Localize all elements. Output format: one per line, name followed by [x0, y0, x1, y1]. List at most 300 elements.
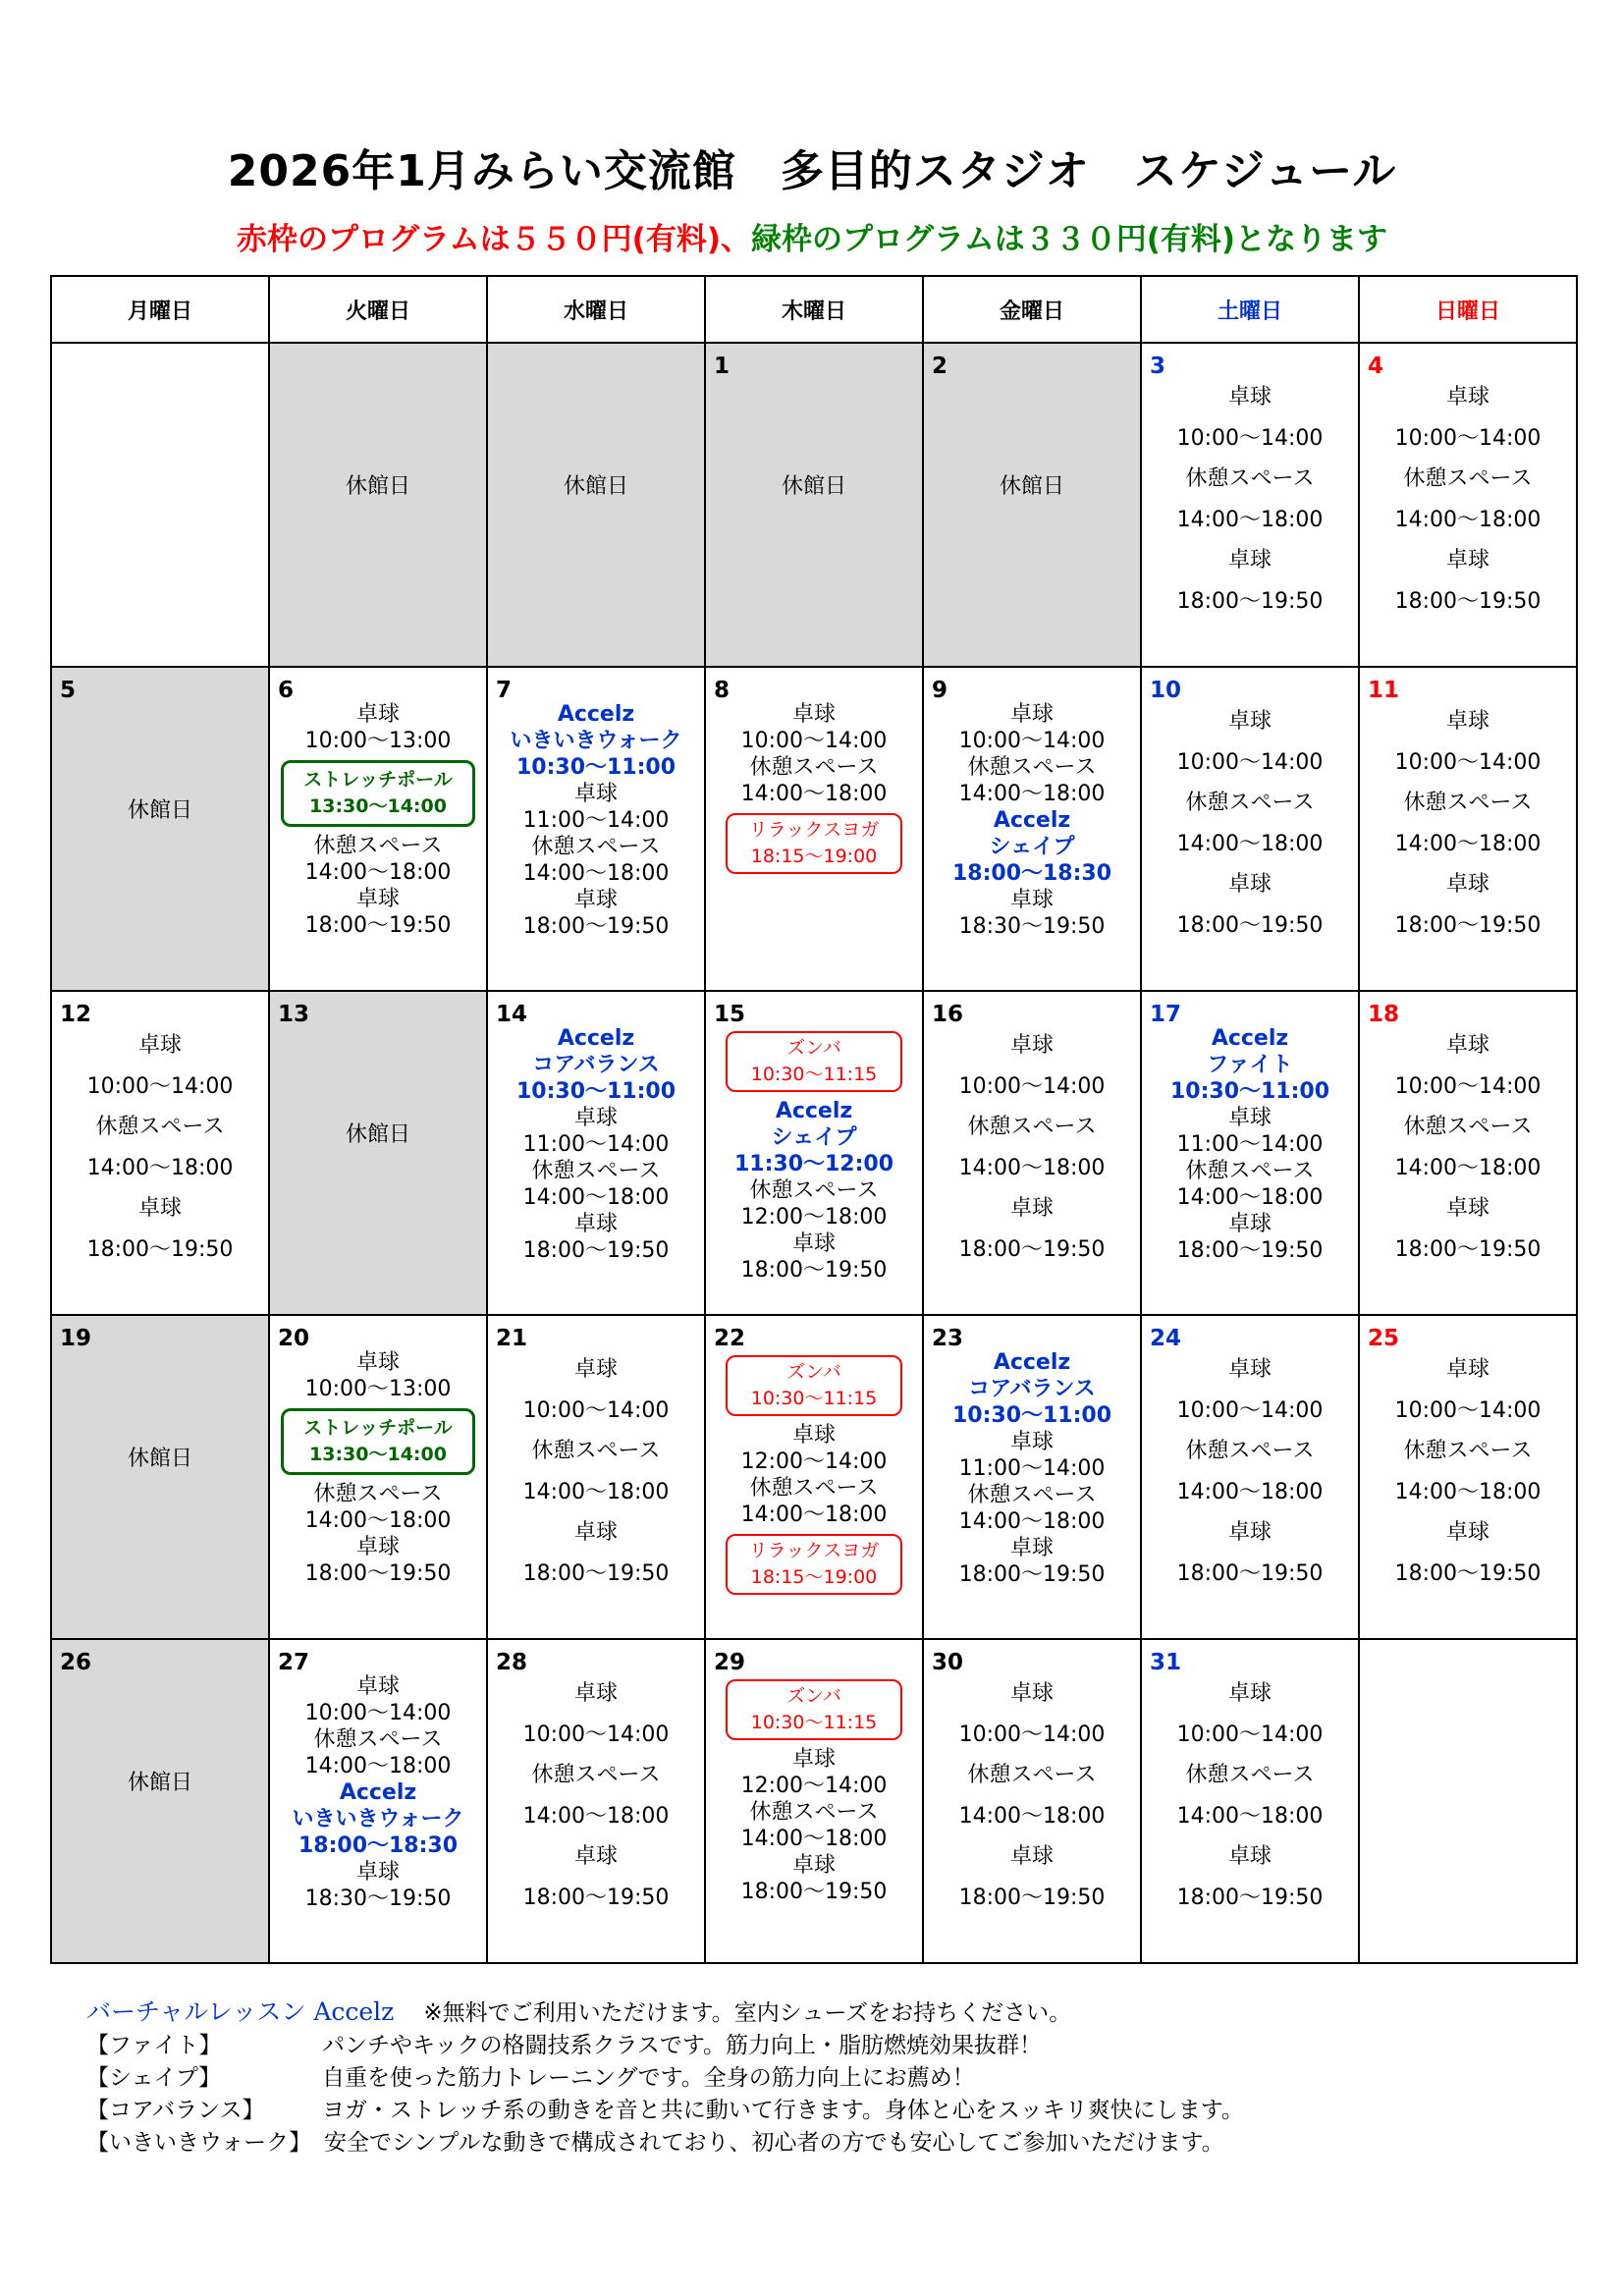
- weekday-header-sun: 日曜日: [1359, 276, 1577, 343]
- schedule-line: 14:00～18:00: [304, 1508, 452, 1533]
- schedule-line: 休憩スペース: [1185, 466, 1315, 491]
- day-number: 4: [1368, 354, 1384, 379]
- schedule-line: 休憩スペース: [1185, 1439, 1315, 1463]
- day-cell: [1141, 1639, 1359, 1963]
- schedule-line: 18:00～19:50: [958, 1562, 1106, 1587]
- day-cell: [1359, 1639, 1577, 1963]
- schedule-line: 休憩スペース: [95, 1115, 225, 1139]
- day-number: 30: [932, 1650, 964, 1675]
- program-time: 10:30～11:15: [750, 1064, 878, 1085]
- weekday-header-thu: 木曜日: [705, 276, 923, 343]
- schedule-line: 休憩スペース: [313, 834, 443, 858]
- accelz-notes: [86, 1995, 1244, 2159]
- schedule-line: 14:00～18:00: [958, 1155, 1106, 1180]
- note-item: [86, 2095, 1244, 2127]
- schedule-line: 卓球: [1445, 548, 1489, 573]
- schedule-line: 14:00～18:00: [1176, 507, 1324, 532]
- schedule-line: 14:00～18:00: [304, 1754, 452, 1778]
- schedule-line: 卓球: [1227, 1357, 1272, 1382]
- schedule-line: 卓球: [1227, 709, 1272, 734]
- note-label: 【シェイプ】: [86, 2065, 222, 2091]
- accelz-program-line: 10:30～11:00: [515, 755, 677, 780]
- day-cell: [923, 1315, 1141, 1639]
- program-time: 13:30～14:00: [309, 795, 447, 817]
- schedule-line: 14:00～18:00: [1176, 1803, 1324, 1829]
- schedule-line: 休憩スペース: [1403, 791, 1533, 815]
- schedule-line: 11:00～14:00: [958, 1456, 1106, 1481]
- schedule-line: 休憩スペース: [1403, 1439, 1533, 1463]
- day-number: 2: [932, 354, 948, 379]
- day-cell: [269, 1639, 487, 1963]
- schedule-line: 18:30～19:50: [304, 1886, 452, 1911]
- program-name: ズンバ: [786, 1685, 841, 1707]
- schedule-line: 卓球: [573, 1844, 618, 1869]
- schedule-line: 10:00～14:00: [86, 1073, 234, 1099]
- day-cell: [269, 991, 487, 1315]
- day-schedule: [270, 701, 486, 939]
- day-cell: [1359, 667, 1577, 991]
- schedule-line: 卓球: [1445, 385, 1489, 410]
- schedule-line: 休憩スペース: [531, 835, 661, 859]
- day-cell: [923, 991, 1141, 1315]
- schedule-line: 休憩スペース: [1185, 1159, 1315, 1183]
- schedule-line: 卓球: [791, 702, 836, 727]
- day-cell: [51, 1639, 269, 1963]
- day-cell: [923, 667, 1141, 991]
- schedule-line: 18:30～19:50: [958, 914, 1106, 939]
- schedule-line: 18:00～19:50: [1176, 1885, 1324, 1910]
- schedule-line: 14:00～18:00: [958, 1509, 1106, 1534]
- program-name: ズンバ: [786, 1037, 841, 1059]
- schedule-line: 卓球: [137, 1033, 182, 1058]
- week-row: [51, 343, 1577, 667]
- day-cell: [923, 343, 1141, 667]
- schedule-line: 10:00～14:00: [1394, 749, 1542, 775]
- schedule-line: 休憩スペース: [531, 1439, 661, 1463]
- pricing-note: [0, 214, 1624, 258]
- program-name: ズンバ: [786, 1361, 841, 1383]
- schedule-line: 卓球: [355, 1674, 400, 1699]
- day-cell: [487, 1639, 705, 1963]
- day-schedule: [270, 1673, 486, 1912]
- day-cell: [51, 343, 269, 667]
- calendar-body: [51, 343, 1577, 1963]
- day-number: 1: [714, 354, 731, 379]
- schedule-line: 14:00～18:00: [86, 1155, 234, 1180]
- schedule-line: 18:00～19:50: [522, 1560, 670, 1586]
- day-number: 22: [714, 1326, 746, 1351]
- schedule-line: 18:00～19:50: [1394, 1560, 1542, 1586]
- schedule-line: 18:00～19:50: [1394, 1236, 1542, 1262]
- accelz-program-line: Accelz: [339, 1780, 417, 1805]
- schedule-line: 休憩スペース: [749, 1476, 879, 1501]
- schedule-line: 18:00～19:50: [522, 914, 670, 939]
- schedule-line: 卓球: [1445, 1520, 1489, 1545]
- day-number: 31: [1150, 1650, 1182, 1675]
- schedule-line: 11:00～14:00: [1176, 1132, 1324, 1157]
- schedule-line: 14:00～18:00: [304, 860, 452, 885]
- day-number: 5: [60, 678, 77, 703]
- schedule-line: 卓球: [1227, 1212, 1272, 1236]
- schedule-line: 10:00～14:00: [1176, 425, 1324, 451]
- week-row: [51, 1639, 1577, 1963]
- note-text: 安全でシンプルな動きで構成されており、初心者の方でも安心してご参加いただけます。: [324, 2130, 1224, 2156]
- schedule-line: 卓球: [573, 1212, 618, 1236]
- note-text: パンチやキックの格闘技系クラスです。筋力向上・脂肪燃焼効果抜群！: [322, 2033, 1043, 2058]
- schedule-line: 10:00～14:00: [1394, 1397, 1542, 1423]
- closed-day-label: 休館日: [127, 798, 192, 823]
- day-number: 26: [60, 1650, 92, 1675]
- schedule-line: 14:00～18:00: [958, 782, 1106, 806]
- schedule-line: 10:00～14:00: [304, 1701, 452, 1725]
- accelz-program-line: Accelz: [1211, 1026, 1289, 1051]
- accelz-program-line: Accelz: [557, 702, 635, 727]
- schedule-line: 10:00～14:00: [958, 729, 1106, 753]
- day-number: 6: [278, 678, 295, 703]
- day-schedule: [270, 1349, 486, 1587]
- schedule-line: 卓球: [1227, 1520, 1272, 1545]
- closed-day-label: 休館日: [127, 1771, 192, 1795]
- day-cell: [705, 991, 923, 1315]
- schedule-line: 10:00～14:00: [522, 1722, 670, 1747]
- program-name: リラックスヨガ: [748, 819, 880, 841]
- note-item: [86, 2127, 1244, 2159]
- schedule-line: 卓球: [1009, 702, 1054, 727]
- program-name: ストレッチポール: [303, 769, 453, 791]
- schedule-line: 休憩スペース: [1403, 466, 1533, 491]
- day-schedule: [706, 1349, 922, 1601]
- day-schedule: [488, 1025, 704, 1264]
- day-cell: [923, 1639, 1141, 1963]
- schedule-line: 10:00～14:00: [1176, 749, 1324, 775]
- program-time: 18:15～19:00: [750, 1566, 878, 1588]
- schedule-line: 14:00～18:00: [740, 782, 888, 806]
- schedule-line: 卓球: [791, 1747, 836, 1772]
- schedule-line: 14:00～18:00: [740, 1503, 888, 1527]
- schedule-line: 14:00～18:00: [522, 1185, 670, 1210]
- schedule-line: 休憩スペース: [313, 1482, 443, 1506]
- accelz-program-line: シェイプ: [771, 1125, 857, 1150]
- schedule-line: 休憩スペース: [531, 1763, 661, 1787]
- schedule-line: 休憩スペース: [967, 1115, 1097, 1139]
- schedule-line: 14:00～18:00: [1394, 831, 1542, 856]
- page-title: 2026年1月みらい交流館 多目的スタジオ スケジュール: [227, 146, 1397, 196]
- day-schedule: [706, 1673, 922, 1905]
- day-number: 20: [278, 1326, 310, 1351]
- green-frame-price-note: 緑枠のプログラムは３３０円(有料): [751, 222, 1236, 257]
- schedule-line: 卓球: [1227, 1106, 1272, 1130]
- day-schedule: [488, 701, 704, 940]
- accelz-program-line: 10:30～11:00: [951, 1403, 1112, 1428]
- schedule-line: 休憩スペース: [531, 1159, 661, 1183]
- note-item: [86, 2062, 1244, 2095]
- day-cell: [1359, 343, 1577, 667]
- schedule-line: 18:00～19:50: [86, 1236, 234, 1262]
- schedule-line: 18:00～19:50: [1394, 912, 1542, 938]
- price-note-tail: となります: [1235, 222, 1388, 257]
- day-cell: [1359, 1315, 1577, 1639]
- closed-day-label: 休館日: [999, 474, 1064, 499]
- day-schedule: [706, 701, 922, 880]
- schedule-line: 12:00～14:00: [740, 1774, 888, 1798]
- note-item: [86, 2030, 1244, 2062]
- day-number: 12: [60, 1002, 92, 1027]
- schedule-line: 卓球: [1009, 1196, 1054, 1221]
- schedule-line: 卓球: [1227, 385, 1272, 410]
- day-cell: [487, 991, 705, 1315]
- day-schedule: [488, 1349, 704, 1594]
- schedule-line: 卓球: [573, 1106, 618, 1130]
- schedule-line: 18:00～19:50: [740, 1880, 888, 1904]
- schedule-line: 18:00～19:50: [740, 1258, 888, 1283]
- day-cell: [1141, 1315, 1359, 1639]
- schedule-line: 10:00～14:00: [1176, 1722, 1324, 1747]
- paid-program-550: [726, 1679, 902, 1740]
- note-text: 自重を使った筋力トレーニングです。全身の筋力向上にお薦め！: [322, 2065, 975, 2091]
- day-schedule: [488, 1673, 704, 1918]
- day-number: 15: [714, 1002, 746, 1027]
- day-number: 25: [1368, 1326, 1400, 1351]
- day-cell: [705, 667, 923, 991]
- day-number: 27: [278, 1650, 310, 1675]
- note-label: 【ファイト】: [86, 2033, 222, 2058]
- schedule-line: 休憩スペース: [313, 1727, 443, 1752]
- accelz-program-line: 18:00～18:30: [298, 1833, 459, 1858]
- weekday-header-fri: 金曜日: [923, 276, 1141, 343]
- schedule-line: 休憩スペース: [1185, 1763, 1315, 1787]
- accelz-program-line: コアバランス: [968, 1377, 1096, 1401]
- schedule-line: 卓球: [1445, 1196, 1489, 1221]
- weekday-header-wed: 水曜日: [487, 276, 705, 343]
- schedule-line: 卓球: [1445, 1033, 1489, 1058]
- schedule-line: 14:00～18:00: [1176, 1479, 1324, 1504]
- accelz-program-line: 10:30～11:00: [515, 1079, 677, 1104]
- day-number: 17: [1150, 1002, 1182, 1027]
- day-cell: [1141, 667, 1359, 991]
- closed-day-label: 休館日: [781, 474, 846, 499]
- program-name: ストレッチポール: [303, 1417, 453, 1439]
- schedule-line: 18:00～19:50: [522, 1238, 670, 1263]
- schedule-line: 10:00～14:00: [740, 729, 888, 753]
- accelz-program-line: 10:30～11:00: [1169, 1079, 1330, 1104]
- weekday-header-mon: 月曜日: [51, 276, 269, 343]
- schedule-line: 10:00～14:00: [1394, 425, 1542, 451]
- schedule-line: 11:00～14:00: [522, 808, 670, 833]
- paid-program-550: [726, 1031, 902, 1092]
- paid-program-330: [281, 760, 475, 827]
- schedule-line: 休憩スペース: [967, 1763, 1097, 1787]
- day-cell: [487, 1315, 705, 1639]
- day-number: 10: [1150, 678, 1182, 703]
- schedule-line: 卓球: [1227, 548, 1272, 573]
- schedule-line: 卓球: [355, 702, 400, 727]
- schedule-line: 休憩スペース: [967, 755, 1097, 780]
- program-time: 10:30～11:15: [750, 1712, 878, 1733]
- schedule-line: 10:00～14:00: [1176, 1397, 1324, 1423]
- day-cell: [705, 1639, 923, 1963]
- day-schedule: [1142, 1025, 1358, 1264]
- notes-intro: [86, 1995, 1244, 2030]
- day-cell: [51, 1315, 269, 1639]
- schedule-line: 卓球: [1445, 872, 1489, 897]
- weekday-header-tue: 火曜日: [269, 276, 487, 343]
- day-schedule: [1360, 377, 1576, 622]
- accelz-program-line: ファイト: [1207, 1053, 1293, 1077]
- schedule-line: 18:00～19:50: [958, 1885, 1106, 1910]
- schedule-line: 14:00～18:00: [1394, 1479, 1542, 1504]
- schedule-line: 卓球: [355, 1535, 400, 1559]
- day-schedule: [924, 701, 1140, 940]
- accelz-program-line: いきいきウォーク: [292, 1807, 464, 1831]
- schedule-line: 休憩スペース: [749, 1178, 879, 1203]
- schedule-line: 休憩スペース: [1185, 791, 1315, 815]
- schedule-line: 10:00～14:00: [958, 1073, 1106, 1099]
- schedule-line: 卓球: [791, 1231, 836, 1256]
- day-cell: [487, 343, 705, 667]
- schedule-line: 12:00～18:00: [740, 1205, 888, 1230]
- day-cell: [269, 667, 487, 991]
- day-number: 23: [932, 1326, 964, 1351]
- closed-day-label: 休館日: [563, 474, 628, 499]
- day-number: 14: [496, 1002, 528, 1027]
- notes-intro-note: ※無料でご利用いただけます。室内シューズをお持ちください。: [423, 2000, 1072, 2026]
- accelz-program-line: Accelz: [775, 1099, 853, 1123]
- day-schedule: [1142, 377, 1358, 622]
- schedule-line: 18:00～19:50: [1176, 1560, 1324, 1586]
- program-name: リラックスヨガ: [748, 1540, 880, 1561]
- schedule-line: 休憩スペース: [967, 1483, 1097, 1507]
- schedule-line: 18:00～19:50: [522, 1885, 670, 1910]
- schedule-line: 卓球: [1009, 1681, 1054, 1706]
- red-frame-price-note: 赤枠のプログラムは５５０円(有料)、: [236, 222, 751, 257]
- paid-program-550: [726, 1355, 902, 1416]
- day-number: 16: [932, 1002, 964, 1027]
- schedule-line: 14:00～18:00: [522, 1803, 670, 1829]
- day-cell: [269, 343, 487, 667]
- schedule-line: 18:00～19:50: [1176, 588, 1324, 614]
- accelz-program-line: 18:00～18:30: [951, 861, 1112, 886]
- day-cell: [51, 991, 269, 1315]
- day-cell: [269, 1315, 487, 1639]
- schedule-line: 卓球: [573, 888, 618, 912]
- schedule-calendar: [50, 275, 1578, 1964]
- day-schedule: [706, 1025, 922, 1284]
- accelz-program-line: Accelz: [557, 1026, 635, 1051]
- notes-intro-title: バーチャルレッスン Accelz: [86, 1997, 395, 2026]
- schedule-line: 卓球: [137, 1196, 182, 1221]
- closed-day-label: 休館日: [345, 474, 410, 499]
- schedule-line: 10:00～14:00: [522, 1397, 670, 1423]
- schedule-line: 10:00～13:00: [304, 1377, 452, 1401]
- day-number: 29: [714, 1650, 746, 1675]
- day-cell: [1141, 991, 1359, 1315]
- schedule-line: 卓球: [573, 1357, 618, 1382]
- schedule-line: 14:00～18:00: [958, 1803, 1106, 1829]
- schedule-line: 14:00～18:00: [1176, 831, 1324, 856]
- day-schedule: [1360, 701, 1576, 946]
- day-number: 28: [496, 1650, 528, 1675]
- day-number: 9: [932, 678, 948, 703]
- schedule-line: 卓球: [791, 1853, 836, 1878]
- schedule-line: 休憩スペース: [1403, 1115, 1533, 1139]
- schedule-line: 14:00～18:00: [1176, 1185, 1324, 1210]
- accelz-program-line: Accelz: [993, 808, 1071, 833]
- day-schedule: [52, 1025, 268, 1270]
- schedule-line: 14:00～18:00: [740, 1827, 888, 1851]
- schedule-line: 18:00～19:50: [958, 1236, 1106, 1262]
- week-row: [51, 1315, 1577, 1639]
- day-number: 7: [496, 678, 513, 703]
- schedule-line: 卓球: [1009, 888, 1054, 912]
- schedule-line: 卓球: [573, 1681, 618, 1706]
- day-schedule: [1142, 701, 1358, 946]
- schedule-line: 18:00～19:50: [1394, 588, 1542, 614]
- day-cell: [51, 667, 269, 991]
- paid-program-550: [726, 1534, 902, 1595]
- closed-day-label: 休館日: [127, 1447, 192, 1471]
- accelz-program-line: 11:30～12:00: [733, 1152, 894, 1176]
- schedule-line: 14:00～18:00: [522, 1479, 670, 1504]
- note-label: 【コアバランス】: [86, 2098, 265, 2123]
- schedule-line: 卓球: [355, 887, 400, 911]
- day-number: 3: [1150, 354, 1166, 379]
- accelz-program-line: シェイプ: [989, 835, 1075, 859]
- schedule-line: 卓球: [1227, 872, 1272, 897]
- schedule-line: 18:00～19:50: [1176, 912, 1324, 938]
- schedule-line: 卓球: [1445, 1357, 1489, 1382]
- schedule-line: 卓球: [1445, 709, 1489, 734]
- schedule-line: 卓球: [573, 1520, 618, 1545]
- weekday-header-row: [51, 276, 1577, 343]
- program-time: 10:30～11:15: [750, 1388, 878, 1409]
- schedule-line: 休憩スペース: [749, 755, 879, 780]
- day-cell: [1359, 991, 1577, 1315]
- day-cell: [705, 1315, 923, 1639]
- schedule-line: 卓球: [1009, 1536, 1054, 1560]
- day-schedule: [1142, 1673, 1358, 1918]
- schedule-line: 10:00～14:00: [958, 1722, 1106, 1747]
- schedule-line: 卓球: [1227, 1844, 1272, 1869]
- schedule-line: 卓球: [573, 782, 618, 806]
- program-time: 13:30～14:00: [309, 1444, 447, 1465]
- day-number: 24: [1150, 1326, 1182, 1351]
- schedule-line: 14:00～18:00: [1394, 507, 1542, 532]
- note-label: 【いきいきウォーク】: [86, 2130, 312, 2156]
- day-number: 11: [1368, 678, 1400, 703]
- schedule-line: 11:00～14:00: [522, 1132, 670, 1157]
- schedule-line: 卓球: [355, 1860, 400, 1885]
- accelz-program-line: コアバランス: [532, 1053, 660, 1077]
- schedule-line: 休憩スペース: [749, 1800, 879, 1825]
- day-cell: [1141, 343, 1359, 667]
- schedule-line: 18:00～19:50: [304, 913, 452, 938]
- day-number: 8: [714, 678, 731, 703]
- paid-program-330: [281, 1408, 475, 1475]
- schedule-line: 卓球: [791, 1423, 836, 1448]
- day-cell: [487, 667, 705, 991]
- accelz-program-line: いきいきウォーク: [510, 729, 682, 753]
- schedule-line: 18:00～19:50: [1176, 1238, 1324, 1263]
- schedule-line: 卓球: [1009, 1430, 1054, 1454]
- day-schedule: [1360, 1349, 1576, 1594]
- program-time: 18:15～19:00: [750, 846, 878, 867]
- schedule-line: 14:00～18:00: [1394, 1155, 1542, 1180]
- schedule-line: 10:00～14:00: [1394, 1073, 1542, 1099]
- day-schedule: [1360, 1025, 1576, 1270]
- day-number: 19: [60, 1326, 92, 1351]
- note-text: ヨガ・ストレッチ系の動きを音と共に動いて行きます。身体と心をスッキリ爽快にします。: [322, 2098, 1244, 2123]
- schedule-line: 卓球: [1009, 1844, 1054, 1869]
